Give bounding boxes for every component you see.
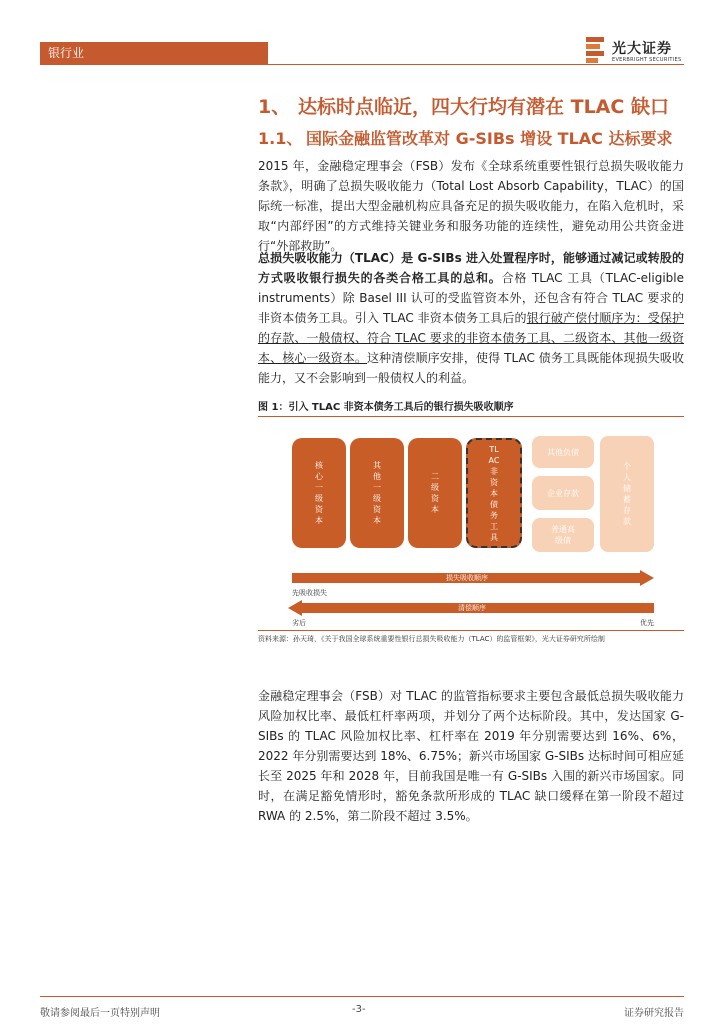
figure-top-rule [258,416,684,417]
box-tier2: 二级资本 [408,438,462,548]
box-other-liabilities: 其他负债 [532,436,594,468]
heading-2-number: 1.1、 [258,129,303,148]
page-number: -3- [352,1004,366,1015]
paragraph-1: 2015 年，金融稳定理事会（FSB）发布《全球系统重要性银行总损失吸收能力条款》，明确了总损失吸收能力（Total Lost Absorb Capability，TLAC）的国际统一标准，提出大型金融机构应具备充足的损失吸收能力，在陷入危机时，采取“内部纾困”的方式维持关键业务和服务功能的连续性，避免动用公共资金进行“外部救助”。 [258,159,684,253]
label-first-loss: 先吸收损失 [292,589,327,597]
paragraph-2 [258,248,684,388]
label-subordinate: 劣后 [292,619,306,627]
paragraph-2-underlined: 银行破产偿付顺序为：受保护的存款、一般债权、符合 TLAC 要求的非资本债务工具、二级资本、其他一级资本、核心一级资本。 [258,311,684,365]
footer-report-type: 证券研究报告 [624,1008,684,1019]
heading-1 [258,92,669,119]
paragraph-2-text-a: 合格 TLAC 工具（TLAC-eligible instruments）除 Basel III 认可的受监管资本外，还包含有符合 TLAC 要求的非资本债务工具。引入 TLAC 非资本债务工具后的 [258,271,684,325]
heading-1-number: 1、 [258,96,291,118]
paragraph-3: 金融稳定理事会（FSB）对 TLAC 的监管指标要求主要包含最低总损失吸收能力风险加权比率、最低杠杆率两项，并划分了两个达标阶段。其中，发达国家 G-SIBs 的 TLAC 风险加权比率、杠杆率在 2019 年分别需要达到 16%、6%，2022 年分别需要达到 18%、6.75%；新兴市场国家 G-SIBs 达标时间可相应延长至 2025 年和 2028 年，目前我国是唯一有 G-SIBs 入围的新兴市场国家。同时，在满足豁免情形时，豁免条款所形成的 TLAC 缺口缓释在第一阶段不超过 RWA 的 2.5%，第二阶段不超过 3.5%。 [258,689,684,823]
heading-2-text: 国际金融监管改革对 G-SIBs 增设 TLAC 达标要求 [306,129,673,148]
logo-text-en: EVERBRIGHT SECURITIES [612,57,682,63]
arrow-repay-label: 清偿顺序 [458,604,486,612]
box-tlac-debt: TLAC非资本债务工具 [466,438,522,548]
box-core-tier1: 核心一级资本 [292,438,346,548]
box-senior-bonds: 普通高级债 [532,518,594,552]
company-logo [584,36,694,66]
paragraph-2-text-b: 这种清偿顺序安排，使得 TLAC 债务工具既能体现损失吸收能力，又不会影响到一般债权人的利益。 [258,351,684,385]
label-priority: 优先 [640,619,654,627]
paragraph-2-bold: 总损失吸收能力（TLAC）是 G-SIBs 进入处置程序时，能够通过减记或转股的方式吸收银行损失的各类合格工具的总和。 [258,251,684,285]
logo-text-cn: 光大证券 [612,41,672,57]
footer-divider [40,996,684,997]
box-personal-savings: 个人储蓄存款 [600,436,654,552]
footer-disclaimer: 敬请参阅最后一页特别声明 [40,1008,160,1019]
figure-source: 资料来源：孙天琦，《关于我国全球系统重要性银行总损失吸收能力（TLAC）的监管框架》，光大证券研究所绘制 [258,635,605,643]
figure-bottom-rule [258,630,684,631]
section-tag-bar [40,42,268,64]
figure-title: 图 1：引入 TLAC 非资本债务工具后的银行损失吸收顺序 [258,402,514,413]
box-other-tier1: 其他一级资本 [350,438,404,548]
section-tag: 银行业 [48,46,85,60]
heading-1-text: 达标时点临近，四大行均有潜在 TLAC 缺口 [298,96,669,118]
heading-2 [258,126,673,149]
arrow-loss-label: 损失吸收顺序 [446,574,488,582]
box-corporate-deposits: 企业存款 [532,476,594,510]
logo-mark-icon [584,36,606,64]
